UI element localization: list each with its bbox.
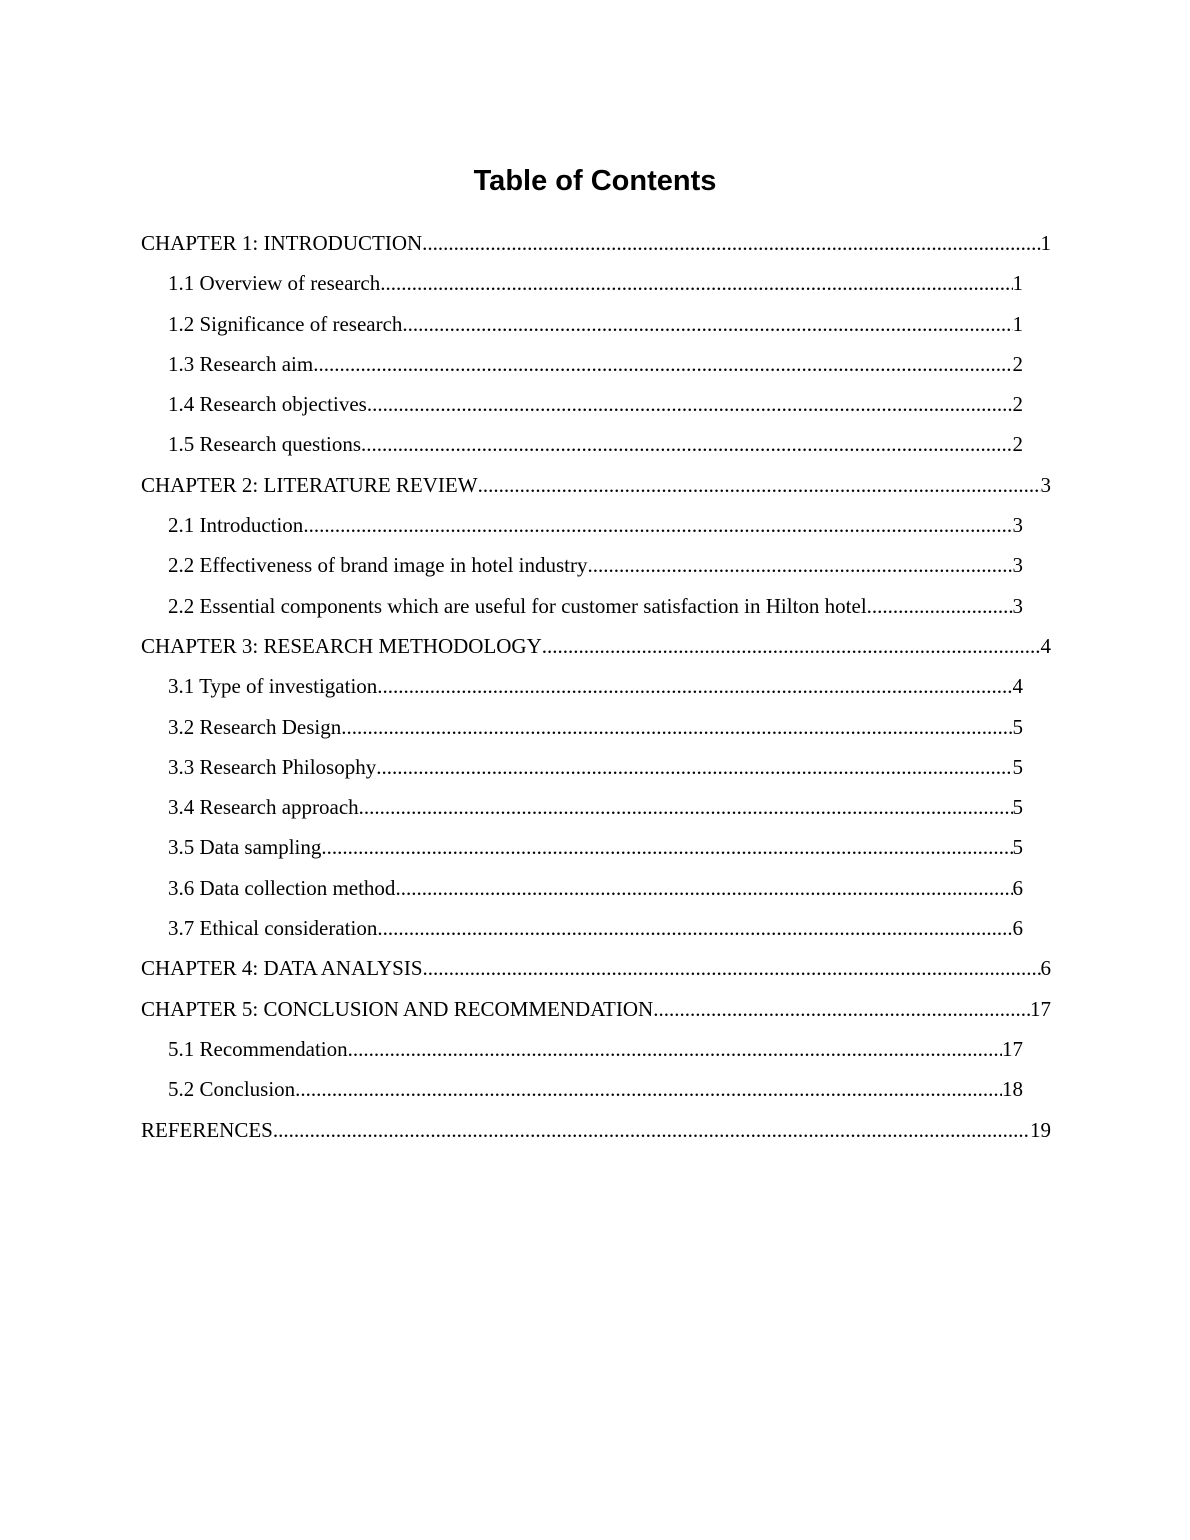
dot-leader xyxy=(348,1031,1002,1067)
toc-entry-label: 1.2 Significance of research xyxy=(168,311,403,336)
toc-entry-1-5[interactable] xyxy=(168,426,1023,466)
toc-entry-label: 1.4 Research objectives xyxy=(168,392,367,417)
toc-entry-2-1[interactable] xyxy=(168,507,1023,547)
dot-leader xyxy=(303,507,1012,543)
dot-leader xyxy=(377,910,1012,946)
toc-page-number: 18 xyxy=(1002,1077,1023,1102)
toc-entry-3-6[interactable] xyxy=(168,870,1023,910)
toc-page-number: 1 xyxy=(1012,311,1023,336)
toc-page-number: 6 xyxy=(1040,956,1051,981)
toc-entry-3-1[interactable] xyxy=(168,668,1023,708)
dot-leader xyxy=(422,225,1040,261)
toc-entry-label: 3.7 Ethical consideration xyxy=(168,916,378,941)
toc-page-number: 4 xyxy=(1012,674,1023,699)
toc-page-number: 2 xyxy=(1012,392,1023,417)
page-title: Table of Contents xyxy=(473,165,717,197)
toc-page-number: 17 xyxy=(1030,996,1051,1021)
toc-entry-chapter-2[interactable] xyxy=(141,467,1051,507)
dot-leader xyxy=(361,426,1012,462)
toc-entry-chapter-4[interactable] xyxy=(141,950,1051,990)
toc-page-number: 5 xyxy=(1012,754,1023,779)
toc-page-number: 3 xyxy=(1040,472,1051,497)
toc-page-number: 1 xyxy=(1012,271,1023,296)
toc-entry-chapter-3[interactable] xyxy=(141,628,1051,668)
toc-entry-5-1[interactable] xyxy=(168,1031,1023,1071)
toc-entry-label: CHAPTER 4: DATA ANALYSIS xyxy=(141,956,423,981)
toc-entry-3-7[interactable] xyxy=(168,910,1023,950)
toc-page-number: 5 xyxy=(1012,714,1023,739)
toc-page-number: 2 xyxy=(1012,432,1023,457)
toc-page-number: 5 xyxy=(1012,835,1023,860)
toc-entry-label: 3.5 Data sampling xyxy=(168,835,322,860)
toc-entry-label: 5.2 Conclusion xyxy=(168,1077,296,1102)
toc-page-number: 3 xyxy=(1012,513,1023,538)
toc-entry-label: 5.1 Recommendation xyxy=(168,1036,348,1061)
dot-leader xyxy=(273,1112,1030,1148)
toc-page-number: 1 xyxy=(1040,231,1051,255)
toc-entry-label: CHAPTER 1: INTRODUCTION xyxy=(141,231,423,255)
toc-entry-label: 2.2 Effectiveness of brand image in hotel industry xyxy=(168,553,588,578)
dot-leader xyxy=(359,789,1013,825)
toc-entry-3-4[interactable] xyxy=(168,789,1023,829)
toc-page-number: 5 xyxy=(1012,795,1023,820)
dot-leader xyxy=(367,386,1013,422)
dot-leader xyxy=(395,870,1012,906)
toc-entry-label: 2.1 Introduction xyxy=(168,513,304,538)
dot-leader xyxy=(380,265,1012,301)
toc-entry-label: 3.2 Research Design xyxy=(168,714,342,739)
dot-leader xyxy=(295,1071,1002,1107)
toc-page-number: 3 xyxy=(1012,553,1023,578)
toc-page-number: 6 xyxy=(1012,875,1023,900)
toc-entry-5-2[interactable] xyxy=(168,1071,1023,1111)
toc-entry-label: 1.1 Overview of research xyxy=(168,271,381,296)
dot-leader xyxy=(478,467,1041,503)
dot-leader xyxy=(653,991,1030,1027)
toc-entry-chapter-5[interactable] xyxy=(141,991,1051,1031)
toc-entry-3-3[interactable] xyxy=(168,749,1023,789)
toc-page-number: 2 xyxy=(1012,351,1023,376)
dot-leader xyxy=(402,306,1012,342)
toc-entry-label: 3.3 Research Philosophy xyxy=(168,754,377,779)
toc-entry-3-2[interactable] xyxy=(168,709,1023,749)
dot-leader xyxy=(321,829,1012,865)
toc-entry-label: CHAPTER 5: CONCLUSION AND RECOMMENDATION xyxy=(141,996,654,1021)
toc-entry-references[interactable] xyxy=(141,1112,1051,1152)
dot-leader xyxy=(341,709,1012,745)
toc-entry-chapter-1[interactable] xyxy=(141,225,1051,265)
dot-leader xyxy=(867,588,1013,624)
toc-entry-label: 1.5 Research questions xyxy=(168,432,362,457)
toc-entry-label: 3.4 Research approach xyxy=(168,795,359,820)
toc-entry-2-2[interactable] xyxy=(168,547,1023,587)
toc-entry-label: 3.1 Type of investigation xyxy=(168,674,378,699)
dot-leader xyxy=(542,628,1041,664)
toc-entry-label: REFERENCES xyxy=(141,1117,273,1142)
toc-entry-1-4[interactable] xyxy=(168,386,1023,426)
toc-page-number: 17 xyxy=(1002,1036,1023,1061)
toc-entry-1-3[interactable] xyxy=(168,346,1023,386)
toc-entry-1-2[interactable] xyxy=(168,306,1023,346)
toc-entry-2-2-b[interactable] xyxy=(168,588,1023,628)
dot-leader xyxy=(313,346,1012,382)
dot-leader xyxy=(376,749,1012,785)
dot-leader xyxy=(588,547,1013,583)
toc-entry-label: CHAPTER 2: LITERATURE REVIEW xyxy=(141,472,478,497)
toc-page-number: 4 xyxy=(1040,633,1051,658)
dot-leader xyxy=(377,668,1012,704)
toc-entry-1-1[interactable] xyxy=(168,265,1023,305)
toc-page-number: 6 xyxy=(1012,916,1023,941)
toc-entry-label: 1.3 Research aim xyxy=(168,351,314,376)
dot-leader xyxy=(423,950,1041,986)
toc-page-number: 3 xyxy=(1012,593,1023,618)
toc-entry-label: 3.6 Data collection method xyxy=(168,875,396,900)
table-of-contents xyxy=(0,225,1190,1152)
toc-entry-label: 2.2 Essential components which are useful for customer satisfaction in Hilton hotel xyxy=(168,593,867,618)
toc-entry-3-5[interactable] xyxy=(168,829,1023,869)
toc-entry-label: CHAPTER 3: RESEARCH METHODOLOGY xyxy=(141,633,542,658)
toc-page-number: 19 xyxy=(1030,1117,1051,1142)
